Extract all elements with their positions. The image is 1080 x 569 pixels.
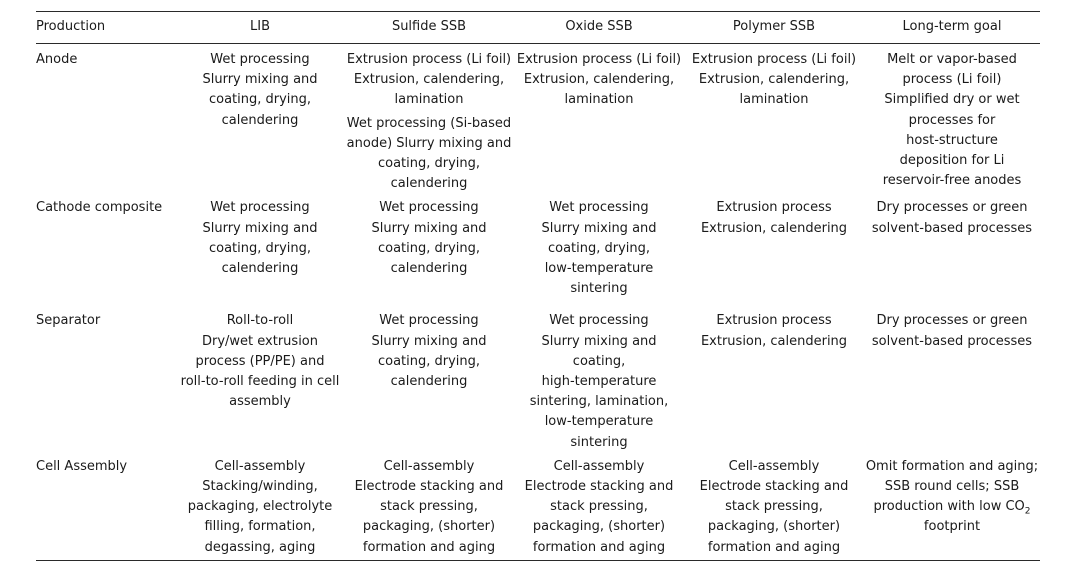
cell-line: solvent-based processes xyxy=(871,220,1033,236)
cell-separator-lib xyxy=(176,311,344,454)
cell-line: sintering, lamination, xyxy=(529,394,669,410)
cell-line: Extrusion process (Li foil) xyxy=(691,52,857,67)
cell-line: formation and aging xyxy=(532,539,666,555)
cell-line: SSB round cells; SSB xyxy=(884,479,1020,495)
cell-line: process (PP/PE) and xyxy=(195,353,325,369)
co2-text: production with low CO xyxy=(873,499,1025,515)
cell-line: Slurry mixing and xyxy=(202,220,318,236)
cell-line: anode) Slurry mixing and xyxy=(346,135,512,151)
comparison-table-container xyxy=(36,11,1040,561)
table-row-separator xyxy=(36,311,1040,454)
cell-line: calendering xyxy=(390,374,468,390)
header-production: Production xyxy=(36,12,176,44)
header-sulfide-ssb: Sulfide SSB xyxy=(344,12,514,44)
cell-line: Slurry mixing and xyxy=(541,333,657,349)
cell-line: assembly xyxy=(229,394,291,410)
cell-line: low-temperature xyxy=(544,261,654,277)
cell-anode-lib xyxy=(176,44,344,197)
cell-line: coating, drying, xyxy=(208,92,312,108)
cell-line: Wet processing xyxy=(379,200,479,216)
cell-line: coating, drying, xyxy=(208,240,312,256)
cell-line: roll-to-roll feeding in cell xyxy=(180,374,340,390)
cell-line: Cell-assembly xyxy=(553,458,645,474)
cell-line: Extrusion, calendering xyxy=(700,333,848,349)
cell-line: lamination xyxy=(739,92,809,108)
cell-line: Slurry mixing and xyxy=(541,220,657,236)
row-label-anode: Anode xyxy=(36,52,78,67)
cell-line: Wet processing xyxy=(549,313,649,329)
cell-line: packaging, (shorter) xyxy=(707,519,841,535)
cell-line: Extrusion process (Li foil) xyxy=(516,52,682,67)
cell-line: deposition for Li xyxy=(899,153,1005,169)
cell-anode-sulfide-ssb xyxy=(344,44,514,197)
cell-line: packaging, electrolyte xyxy=(187,499,333,515)
cell-line: Cell-assembly xyxy=(214,458,306,474)
cell-line: Cell-assembly xyxy=(728,458,820,474)
cell-assembly-long-term-goal xyxy=(864,455,1040,560)
table-row-cell-assembly xyxy=(36,455,1040,560)
cell-line: stack pressing, xyxy=(725,499,823,515)
cell-line: Extrusion, calendering, xyxy=(523,72,675,88)
cell-line: Wet processing xyxy=(549,200,649,216)
cell-line: Extrusion, calendering, xyxy=(698,72,850,88)
cell-line: Wet processing xyxy=(210,200,310,216)
row-label-cathode-composite: Cathode composite xyxy=(36,200,163,216)
cell-line: coating, xyxy=(572,353,626,369)
cell-line: calendering xyxy=(390,261,468,277)
cell-cathode-polymer-ssb xyxy=(684,196,864,311)
cell-line: Wet processing xyxy=(210,52,310,67)
row-label-cell-assembly: Cell Assembly xyxy=(36,458,128,474)
cell-line: packaging, (shorter) xyxy=(532,519,666,535)
cell-line: calendering xyxy=(221,261,299,277)
cell-line: filling, formation, xyxy=(204,519,316,535)
cell-line: stack pressing, xyxy=(550,499,648,515)
cell-line: Cell-assembly xyxy=(383,458,475,474)
cell-anode-polymer-ssb xyxy=(684,44,864,197)
cell-line: host-structure xyxy=(906,132,998,148)
cell-line: Wet processing (Si-based xyxy=(346,115,512,131)
table-row-cathode-composite xyxy=(36,196,1040,311)
cell-line: Omit formation and aging; xyxy=(865,458,1039,474)
cell-line: Simplified dry or wet xyxy=(884,92,1020,108)
cell-cathode-oxide-ssb xyxy=(514,196,684,311)
cell-line: Wet processing xyxy=(379,313,479,329)
cell-line: Slurry mixing and xyxy=(202,72,318,88)
cell-line: calendering xyxy=(390,176,468,192)
cell-line: sintering xyxy=(570,281,628,297)
cell-line: Extrusion, calendering, xyxy=(353,72,505,88)
cell-assembly-polymer-ssb xyxy=(684,455,864,560)
cell-line: Electrode stacking and xyxy=(354,479,504,495)
table-header-row xyxy=(36,12,1040,44)
cell-line: sintering xyxy=(570,434,628,450)
cell-line: coating, drying, xyxy=(377,353,481,369)
cell-line: solvent-based processes xyxy=(871,333,1033,349)
header-lib: LIB xyxy=(176,12,344,44)
cell-line: Melt or vapor-based xyxy=(887,52,1017,67)
cell-line: Extrusion process xyxy=(716,200,832,216)
cell-line: formation and aging xyxy=(707,539,841,555)
cell-separator-polymer-ssb xyxy=(684,311,864,454)
header-long-term-goal: Long-term goal xyxy=(864,12,1040,44)
cell-line: processes for xyxy=(908,112,996,128)
cell-cathode-lib xyxy=(176,196,344,311)
cell-anode-long-term-goal xyxy=(864,44,1040,197)
cell-line: high-temperature xyxy=(541,374,657,390)
cell-line: lamination xyxy=(394,92,464,108)
cell-line: Stacking/winding, xyxy=(202,479,318,495)
cell-line: Extrusion, calendering xyxy=(700,220,848,236)
cell-line: degassing, aging xyxy=(204,539,316,555)
cell-assembly-sulfide-ssb xyxy=(344,455,514,560)
cell-separator-long-term-goal xyxy=(864,311,1040,454)
row-label-separator: Separator xyxy=(36,313,101,329)
cell-line: Electrode stacking and xyxy=(699,479,849,495)
cell-line xyxy=(864,497,1040,517)
cell-separator-sulfide-ssb xyxy=(344,311,514,454)
table-row-anode xyxy=(36,44,1040,197)
cell-line: Dry processes or green xyxy=(876,200,1028,216)
header-polymer-ssb: Polymer SSB xyxy=(684,12,864,44)
cell-line: Extrusion process xyxy=(716,313,832,329)
cell-line: coating, drying, xyxy=(377,240,481,256)
cell-line: Slurry mixing and xyxy=(371,220,487,236)
cell-cathode-long-term-goal xyxy=(864,196,1040,311)
co2-subscript: 2 xyxy=(1024,506,1031,517)
cell-line: coating, drying, xyxy=(377,156,481,172)
cell-line: packaging, (shorter) xyxy=(362,519,496,535)
cell-line: footprint xyxy=(923,519,981,535)
cell-line: lamination xyxy=(564,92,634,108)
cell-line: process (Li foil) xyxy=(902,72,1002,88)
cell-line: Slurry mixing and xyxy=(371,333,487,349)
cell-anode-oxide-ssb xyxy=(514,44,684,197)
production-comparison-table xyxy=(36,12,1040,560)
cell-line: Dry processes or green xyxy=(876,313,1028,329)
cell-line: formation and aging xyxy=(362,539,496,555)
cell-line: calendering xyxy=(221,112,299,128)
cell-line: Roll-to-roll xyxy=(226,313,294,329)
cell-line: low-temperature xyxy=(544,414,654,430)
cell-line: reservoir-free anodes xyxy=(882,173,1022,189)
cell-line: Electrode stacking and xyxy=(524,479,674,495)
cell-line: stack pressing, xyxy=(380,499,478,515)
cell-line: coating, drying, xyxy=(547,240,651,256)
cell-assembly-lib xyxy=(176,455,344,560)
cell-line: Dry/wet extrusion xyxy=(201,333,318,349)
cell-separator-oxide-ssb xyxy=(514,311,684,454)
header-oxide-ssb: Oxide SSB xyxy=(514,12,684,44)
cell-assembly-oxide-ssb xyxy=(514,455,684,560)
cell-line: Extrusion process (Li foil) xyxy=(346,52,512,67)
cell-cathode-sulfide-ssb xyxy=(344,196,514,311)
